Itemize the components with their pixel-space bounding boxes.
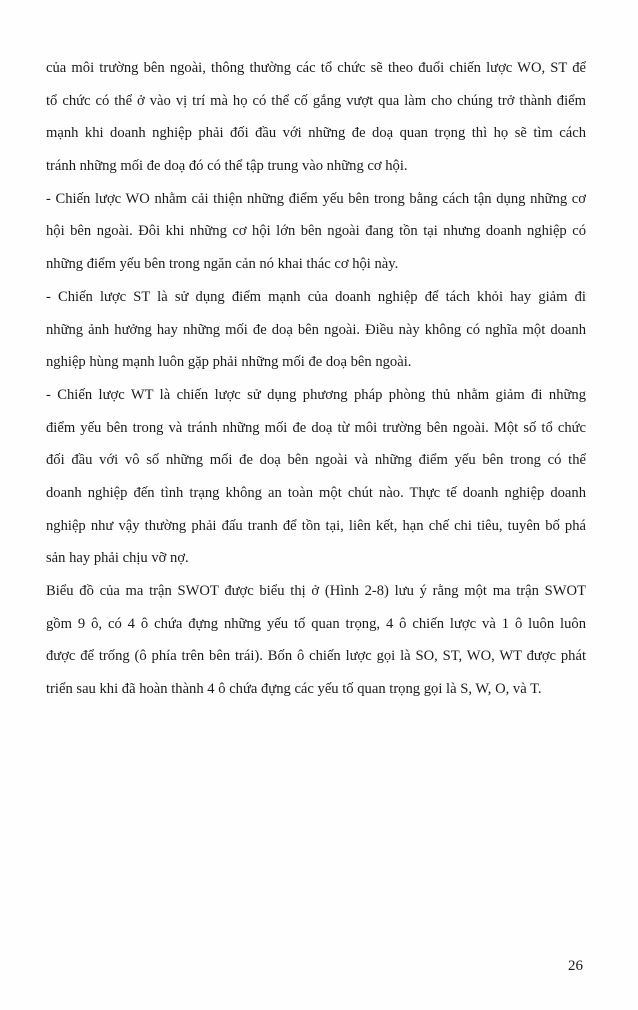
text-line: những ảnh hưởng hay những mối đe doạ bên ngoài. Điều này không có nghĩa một doanh (46, 321, 586, 338)
text-line: gồm 9 ô, có 4 ô chứa đựng những yếu tố quan trọng, 4 ô chiến lược và 1 ô luôn luôn (46, 615, 586, 632)
text-line: sản hay phải chịu vỡ nợ. (46, 550, 189, 567)
text-line: điểm yếu bên trong và tránh những mối đe doạ từ môi trường bên ngoài. Một số tổ chức (46, 419, 586, 436)
text-line: hội bên ngoài. Đôi khi những cơ hội lớn bên ngoài đang tồn tại nhưng doanh nghiệp có (46, 223, 586, 240)
text-line: nghiệp như vậy thường phải đấu tranh để tồn tại, liên kết, hạn chế chi tiêu, tuyên bố phá (46, 517, 586, 534)
text-line: Biểu đồ của ma trận SWOT được biểu thị ở (Hình 2-8) lưu ý rằng một ma trận SWOT (46, 583, 586, 599)
text-line: của môi trường bên ngoài, thông thường các tổ chức sẽ theo đuổi chiến lược WO, ST để (46, 60, 586, 76)
text-line: được để trống (ô phía trên bên trái). Bốn ô chiến lược gọi là SO, ST, WO, WT được phát (46, 648, 586, 665)
text-line: tránh những mối đe doạ đó có thể tập trung vào những cơ hội. (46, 158, 408, 175)
page-number: 26 (568, 958, 583, 974)
text-line: những điểm yếu bên trong ngăn cản nó khai thác cơ hội này. (46, 256, 399, 273)
body-text (46, 52, 586, 706)
text-line: - Chiến lược ST là sử dụng điểm mạnh của doanh nghiệp để tách khỏi hay giảm đi (46, 288, 586, 305)
text-line: - Chiến lược WO nhằm cải thiện những điểm yếu bên trong bằng cách tận dụng những cơ (46, 190, 586, 207)
text-line: tổ chức có thể ở vào vị trí mà họ có thể cố gắng vượt qua làm cho chúng trở thành điểm (46, 92, 586, 109)
text-line: triển sau khi đã hoàn thành 4 ô chứa đựng các yếu tố quan trọng gọi là S, W, O, và T. (46, 681, 542, 698)
text-line: mạnh khi doanh nghiệp phải đối đầu với những đe doạ quan trọng thì họ sẽ tìm cách (46, 125, 586, 142)
text-line: doanh nghiệp đến tình trạng không an toàn một chút nào. Thực tế doanh nghiệp doanh (46, 484, 586, 501)
text-line: - Chiến lược WT là chiến lược sử dụng phương pháp phòng thủ nhằm giảm đi những (46, 386, 586, 403)
text-line: nghiệp hùng mạnh luôn gặp phải những mối đe doạ bên ngoài. (46, 354, 412, 371)
text-line: đối đầu với vô số những mối đe doạ bên ngoài và những điểm yếu bên trong có thể (46, 452, 586, 469)
